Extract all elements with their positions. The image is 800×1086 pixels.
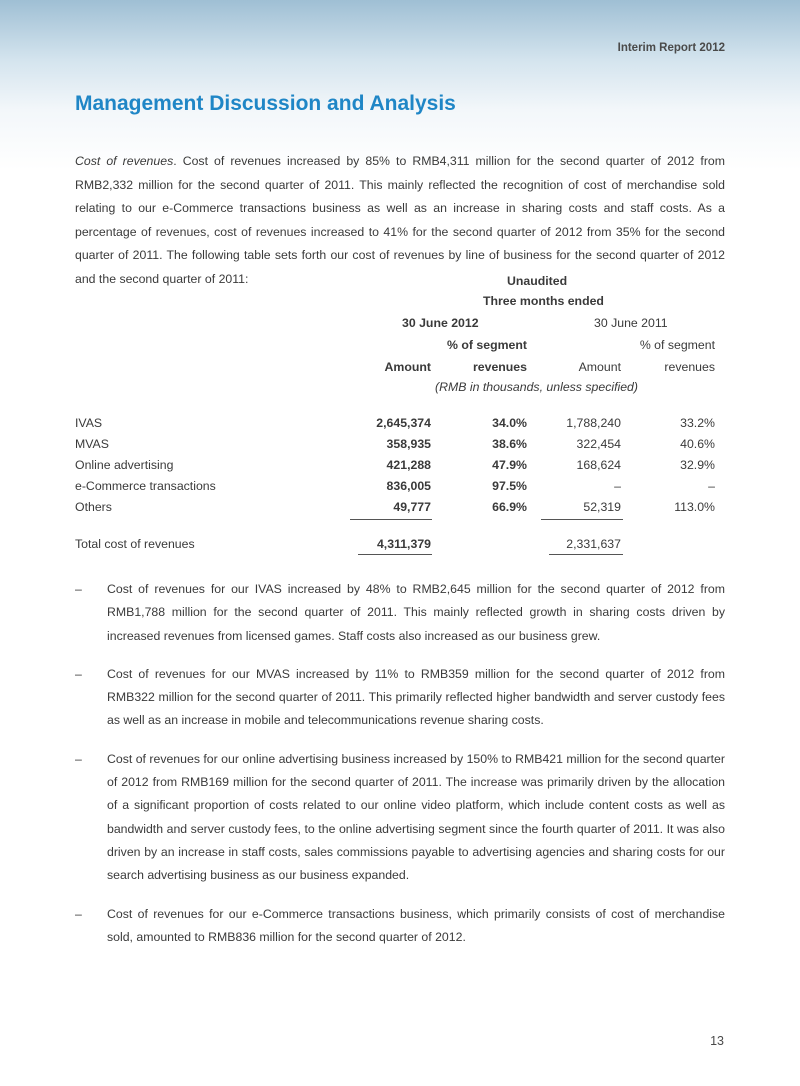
pct-2011-cell: 113.0% — [674, 500, 715, 514]
row-label: MVAS — [75, 437, 109, 451]
dash-marker: – — [75, 666, 82, 681]
amount-2012-cell: 49,777 — [393, 500, 431, 514]
bullet-text: Cost of revenues for our e-Commerce transactions business, which primarily consists of cost of merchandise sold, amounted to RMB836 million for the second quarter of 2012. — [107, 906, 725, 944]
pct-2011-cell: 32.9% — [680, 458, 715, 472]
pct-2012-cell: 34.0% — [492, 416, 527, 430]
amount-2011-cell: 168,624 — [576, 458, 621, 472]
bullet-text: Cost of revenues for our online advertising business increased by 150% to RMB421 million for the second quarter of 2012 from RMB169 million for the second quarter of 2011. The increase was primarily driven by the allocation of a significant proportion of costs related to our online video platform, which include content costs as well as bandwidth and server custody fees, to the online advertising segment since the fourth quarter of 2011. It was also driven by an increase in staff costs, sales commissions payable to advertising agencies and sharing costs for our search advertising business as our business expanded. — [107, 751, 725, 883]
dash-marker: – — [75, 751, 82, 766]
row-label: IVAS — [75, 416, 103, 430]
row-label: Others — [75, 500, 112, 514]
bullet-text: Cost of revenues for our IVAS increased by 48% to RMB2,645 million for the second quarter of 2012 from RMB1,788 million for the second quarter of 2011. This mainly reflected growth in sharing costs driven by increased revenues from licensed games. Staff costs also increased as our business grew. — [107, 582, 725, 643]
period-header: Three months ended — [483, 294, 604, 308]
revenues-2012-header: revenues — [472, 360, 527, 374]
amount-2011-cell: 52,319 — [583, 500, 621, 514]
unaudited-header: Unaudited — [507, 274, 568, 288]
amount-2012-cell: 2,645,374 — [376, 416, 431, 430]
row-label: Online advertising — [75, 458, 174, 472]
amount-2011-header: Amount — [578, 360, 621, 374]
amount-2012-cell: 421,288 — [386, 458, 431, 472]
cost-of-revenues-table — [75, 270, 725, 560]
revenues-2011-header: revenues — [664, 360, 715, 374]
amount-2012-cell: 836,005 — [386, 479, 431, 493]
page-number: 13 — [710, 1034, 724, 1048]
row-label: e-Commerce transactions — [75, 479, 216, 493]
amount-2012-cell: 358,935 — [386, 437, 431, 451]
list-item — [75, 903, 725, 950]
pct-segment-2012-header: % of segment — [447, 338, 527, 352]
pct-2012-cell: 97.5% — [492, 479, 527, 493]
pct-2011-cell: 40.6% — [680, 437, 715, 451]
list-item — [75, 578, 725, 648]
total-2012-cell: 4,311,379 — [376, 537, 431, 551]
subtotal-rule-2012 — [350, 519, 432, 520]
col-2012-header: 30 June 2012 — [402, 316, 479, 330]
bullet-list — [75, 578, 725, 964]
intro-lead-in: Cost of revenues — [75, 154, 174, 168]
intro-text: . Cost of revenues increased by 85% to RMB4,311 million for the second quarter of 2012 from RMB2,332 million for the second quarter of 2011. This mainly reflected the recognition of cost of merchandise sold relating to our e-Commerce transactions business as well as an increase in sharing costs and staff costs. As a percentage of revenues, cost of revenues increased to 41% for the second quarter of 2012 from 35% for the second quarter of 2011. The following table sets forth our cost of revenues by line of business for the second quarter of 2012 and the second quarter of 2011: — [75, 154, 725, 286]
list-item — [75, 748, 725, 888]
col-2011-header: 30 June 2011 — [594, 316, 668, 330]
pct-2011-cell: – — [708, 479, 715, 493]
pct-segment-2011-header: % of segment — [639, 338, 715, 352]
amount-2012-header: Amount — [384, 360, 431, 374]
report-label: Interim Report 2012 — [617, 42, 725, 54]
bullet-text: Cost of revenues for our MVAS increased by 11% to RMB359 million for the second quarter of 2012 from RMB322 million for the second quarter of 2011. This primarily reflected higher bandwidth and server custody fees as well as an increase in mobile and telecommunications revenue sharing costs. — [107, 666, 725, 728]
subtotal-rule-2011 — [541, 519, 623, 520]
amount-2011-cell: 322,454 — [576, 437, 621, 451]
amount-2011-cell: 1,788,240 — [566, 416, 621, 430]
dash-marker: – — [75, 582, 82, 596]
page-title: Management Discussion and Analysis — [75, 92, 456, 115]
total-2011-cell: 2,331,637 — [566, 537, 621, 551]
pct-2012-cell: 66.9% — [492, 500, 527, 514]
total-rule-2012 — [358, 554, 432, 555]
list-item — [75, 663, 725, 733]
pct-2012-cell: 38.6% — [492, 437, 527, 451]
dash-marker: – — [75, 906, 82, 921]
total-label: Total cost of revenues — [75, 537, 195, 551]
amount-2011-cell: – — [614, 479, 621, 493]
units-note: (RMB in thousands, unless specified) — [435, 380, 638, 394]
pct-2012-cell: 47.9% — [492, 458, 527, 472]
total-rule-2011 — [549, 554, 623, 555]
pct-2011-cell: 33.2% — [680, 416, 715, 430]
